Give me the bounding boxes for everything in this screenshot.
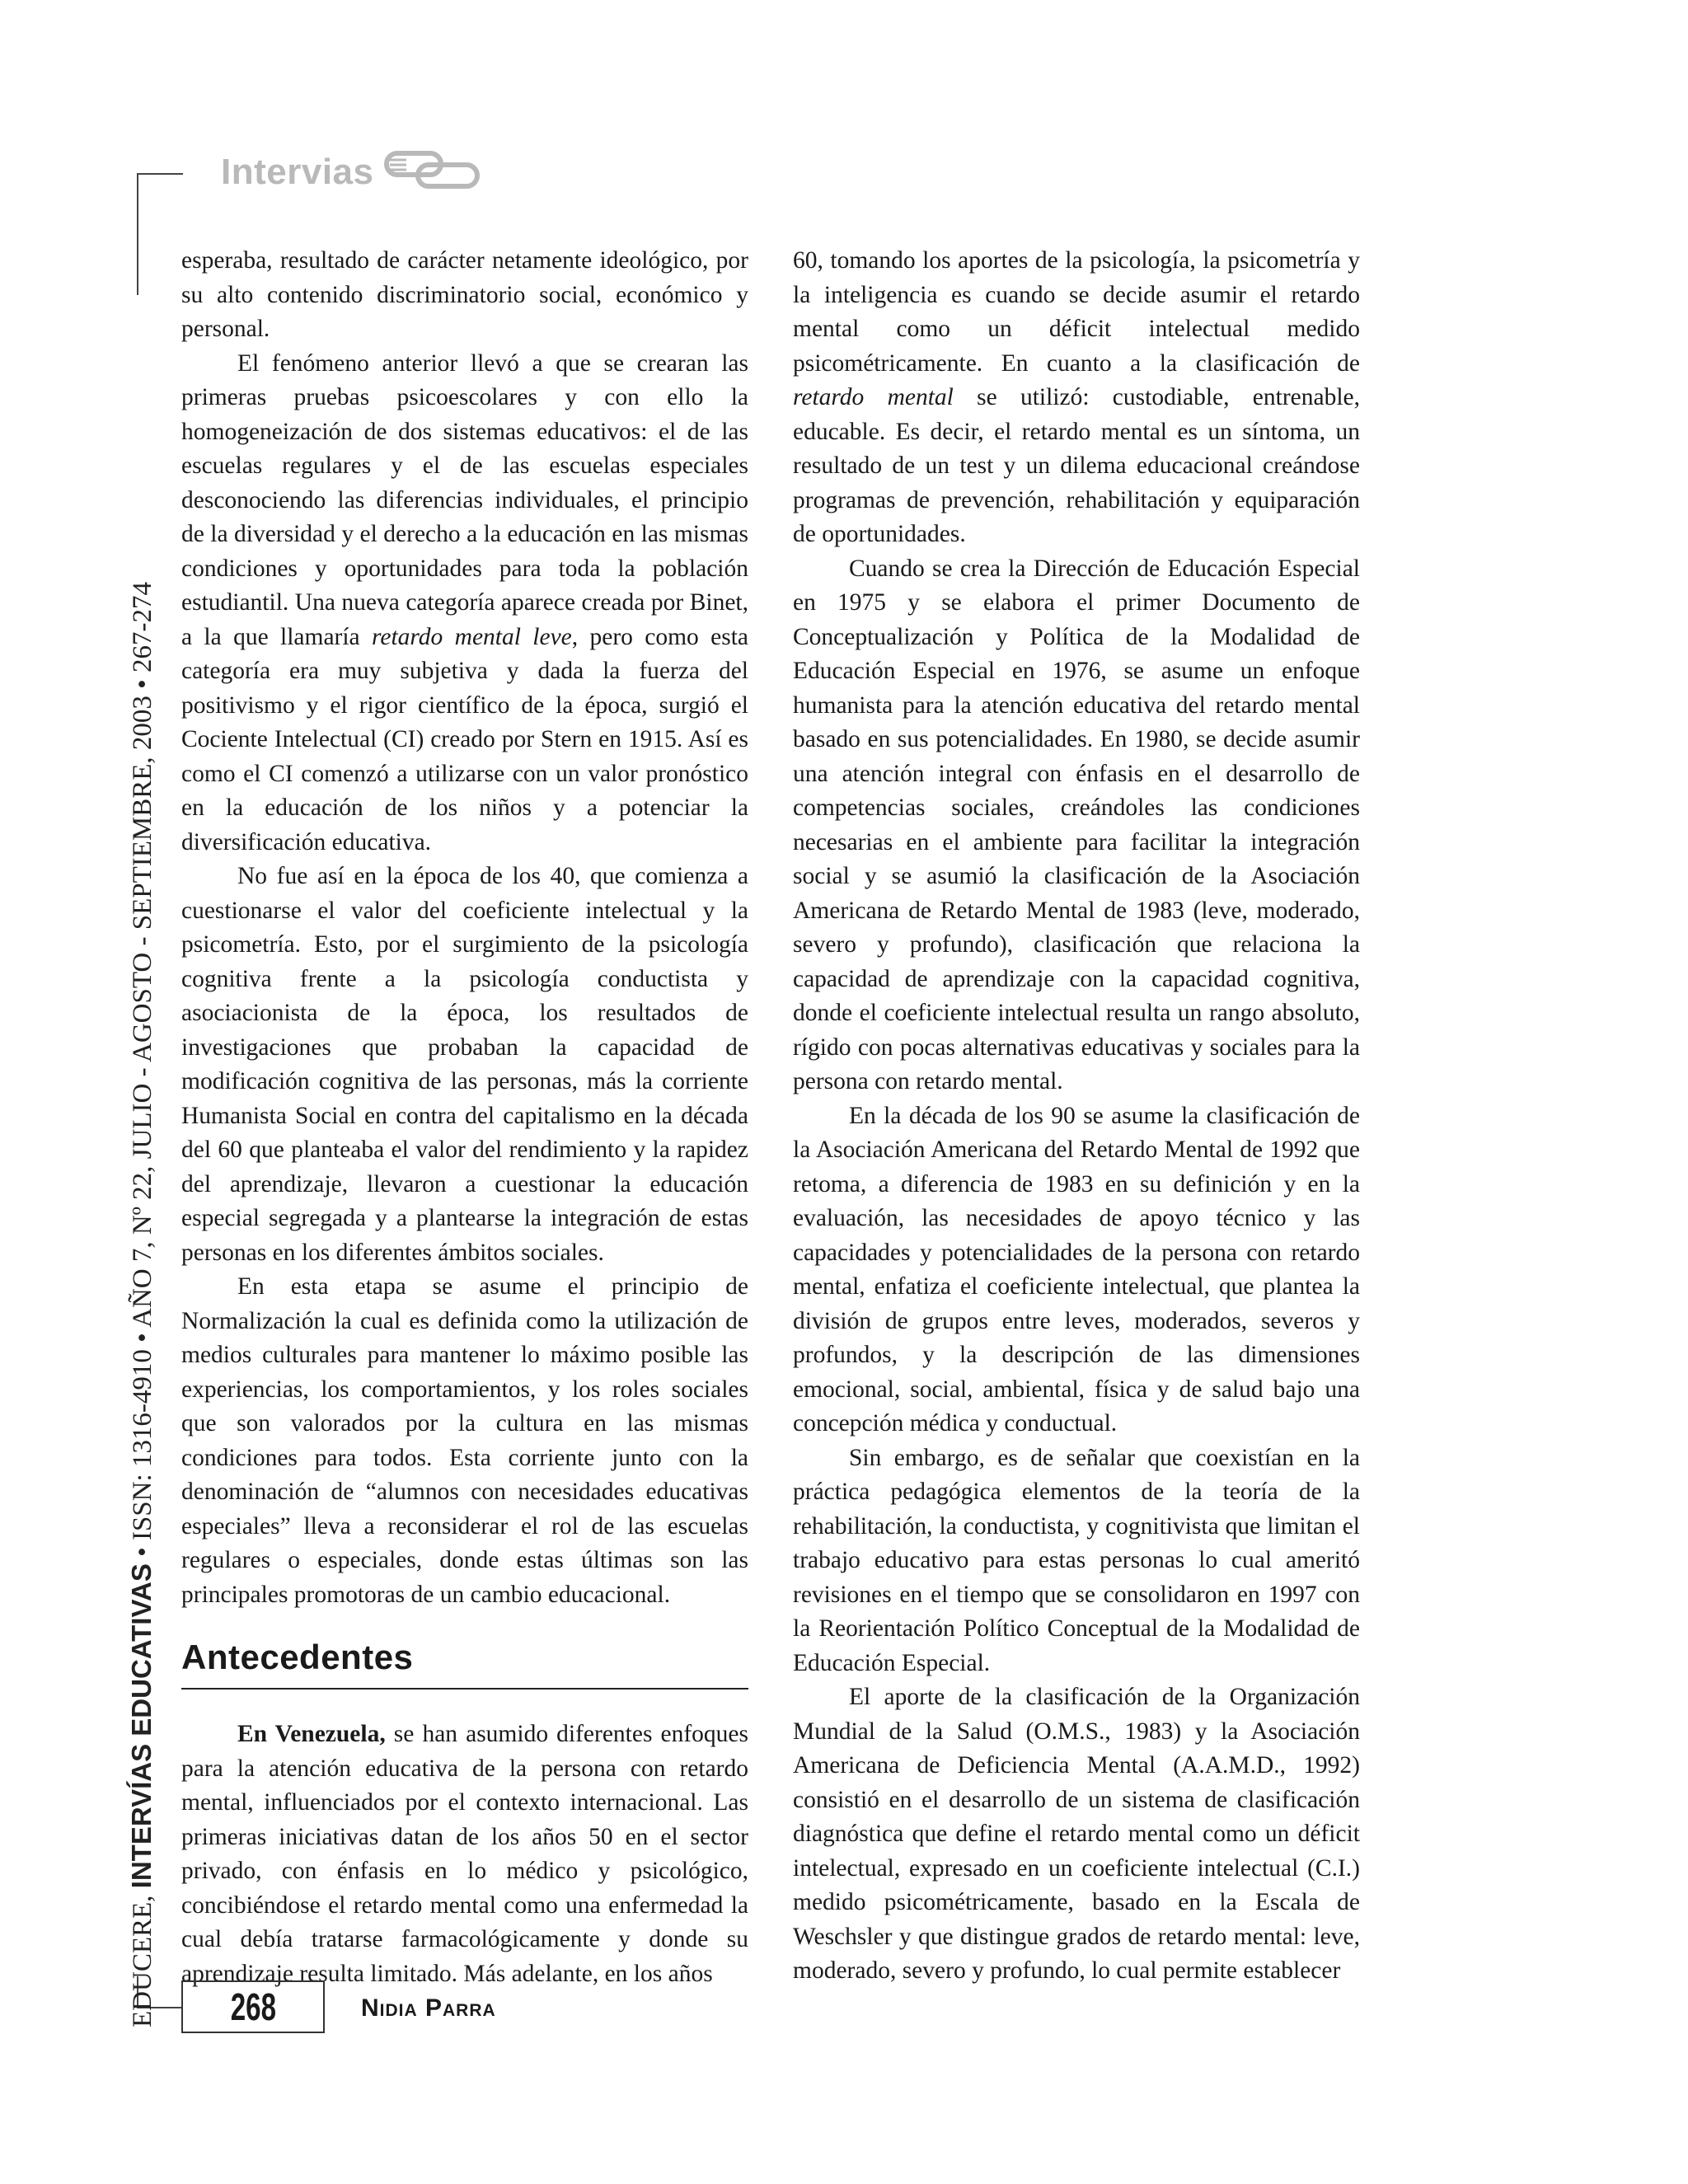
paragraph: El fenómeno anterior llevó a que se crearan las primeras pruebas psicoescolares y con ello la homogeneización de dos sistemas educativos: el de las escuelas regulares y el de las escuelas especiales desconociendo las diferencias individuales, el principio de la diversidad y el derecho a la educación en las mismas condiciones y oportunidades para toda la población estudiantil. Una nueva categoría aparece creada por Binet, a la que llamaría retardo mental leve, pero como esta categoría era muy subjetiva y dada la fuerza del positivismo y el rigor científico de la época, surgió el Cociente Intelectual (CI) creado por Stern en 1915. Así es como el CI comenzó a utilizarse con un valor pronóstico en la educación de los niños y a potenciar la diversificación educativa. [181,349,748,855]
paragraph: En la década de los 90 se asume la clasificación de la Asociación Americana del Retardo Mental de 1992 que retoma, a diferencia de 1983 en su definición y en la evaluación, las necesidades de apoyo técnico y las capacidades y potencialidades de la persona con retardo mental, enfatiza el coeficiente intelectual, que plantea la división de grupos entre leves, moderados, severos y profundos, y la descripción de las dimensiones emocional, social, ambiental, física y de salud bajo una concepción médica y conductual. [793,1102,1360,1436]
journal-brand [221,147,482,197]
paragraph: Sin embargo, es de señalar que coexistían en la práctica pedagógica elementos de la teoría de la rehabilitación, la conductista, y cognitivista que limitan el trabajo educativo para estas personas lo cual ameritó revisiones en el tiempo que se consolidaron en 1997 con la Reorientación Político Conceptual de la Modalidad de Educación Especial. [793,1444,1360,1676]
spine-issue-info: • ISSN: 1316-4910 • AÑO 7, Nº 22, JULIO - AGOSTO - SEPTIEMBRE, 2003 • 267-274 [128,582,157,1564]
paragraph: En Venezuela, se han asumido diferentes enfoques para la atención educativa de la persona con retardo mental, influenciados por el contexto internacional. Las primeras iniciativas datan de los años 50 en el sector privado, con énfasis en lo médico y psicológico, concibiéndose el retardo mental como una enfermedad la cual debía tratarse farmacológicamente y donde su aprendizaje resulta limitado. Más adelante, en los años [181,1721,748,1987]
frame-left-top-line [137,173,138,295]
page-number: 268 [181,1980,325,2033]
section-heading: Antecedentes [181,1635,748,1690]
spine-citation [125,582,159,2027]
spine-journal-name: INTERVÍAS EDUCATIVAS [126,1563,157,1889]
paragraph: Cuando se crea la Dirección de Educación Especial en 1975 y se elabora el primer Documento de Conceptualización y Política de la Modalidad de Educación Especial en 1976, se asume un enfoque humanista para la atención educativa del retardo mental basado en sus potencialidades. En 1980, se decide asumir una atención integral con énfasis en el desarrollo de competencias sociales, creándoles las condiciones necesarias en el ambiente para facilitar la integración social y se asumió la clasificación de la Asociación Americana de Retardo Mental de 1983 (leve, moderado, severo y profundo), clasificación que relaciona la capacidad de aprendizaje con la capacidad cognitiva, donde el coeficiente intelectual resulta un rango absoluto, rígido con pocas alternativas educativas y sociales para la persona con retardo mental. [793,555,1360,1094]
brand-logo-icon [382,147,482,197]
left-text-column [181,244,748,1991]
brand-wordmark: Intervias [221,151,374,192]
paragraph: En esta etapa se asume el principio de Normalización la cual es definida como la utilización de medios culturales para mantener lo máximo posible las experiencias, los comportamientos, y los roles sociales que son valorados por la cultura en las mismas condiciones para todos. Esta corriente junto con la denominación de “alumnos con necesidades educativas especiales” lleva a reconsiderar el rol de las escuelas regulares o especiales, donde estas últimas son las principales promotoras de un cambio educacional. [181,1273,748,1608]
author-name: Nidia Parra [361,1994,496,2022]
spine-prefix: EDUCERE, [128,1888,157,2027]
paragraph: esperaba, resultado de carácter netamente ideológico, por su alto contenido discriminatorio social, económico y personal. [181,247,748,342]
paragraph: El aporte de la clasificación de la Organización Mundial de la Salud (O.M.S., 1983) y la Asociación Americana de Deficiencia Mental (A.A.M.D., 1992) consistió en el desarrollo de un sistema de clasificación diagnóstica que define el retardo mental como un déficit intelectual, expresado en un coeficiente intelectual (C.I.) medido psicométricamente, basado en la Escala de Weschsler y que distingue grados de retardo mental: leve, moderado, severo y profundo, lo cual permite establecer [793,1684,1360,1984]
frame-top-line [137,173,183,175]
paragraph: 60, tomando los aportes de la psicología, la psicometría y la inteligencia es cuando se decide asumir el retardo mental como un déficit intelectual medido psicométricamente. En cuanto a la clasificación de retardo mental se utilizó: custodiable, entrenable, educable. Es decir, el retardo mental es un síntoma, un resultado de un test y un dilema educacional creándose programas de prevención, rehabilitación y equiparación de oportunidades. [793,247,1360,547]
paragraph: No fue así en la época de los 40, que comienza a cuestionarse el valor del coeficiente intelectual y la psicometría. Esto, por el surgimiento de la psicología cognitiva frente a la psicología conductista y asociacionista de la época, los resultados de investigaciones que probaban la capacidad de modificación cognitiva de las personas, más la corriente Humanista Social en contra del capitalismo en la década del 60 que planteaba el valor del rendimiento y la rapidez del aprendizaje, llevaron a cuestionar la educación especial segregada y a plantearse la integración de estas personas en los diferentes ámbitos sociales. [181,863,748,1266]
right-text-column [793,244,1360,1989]
